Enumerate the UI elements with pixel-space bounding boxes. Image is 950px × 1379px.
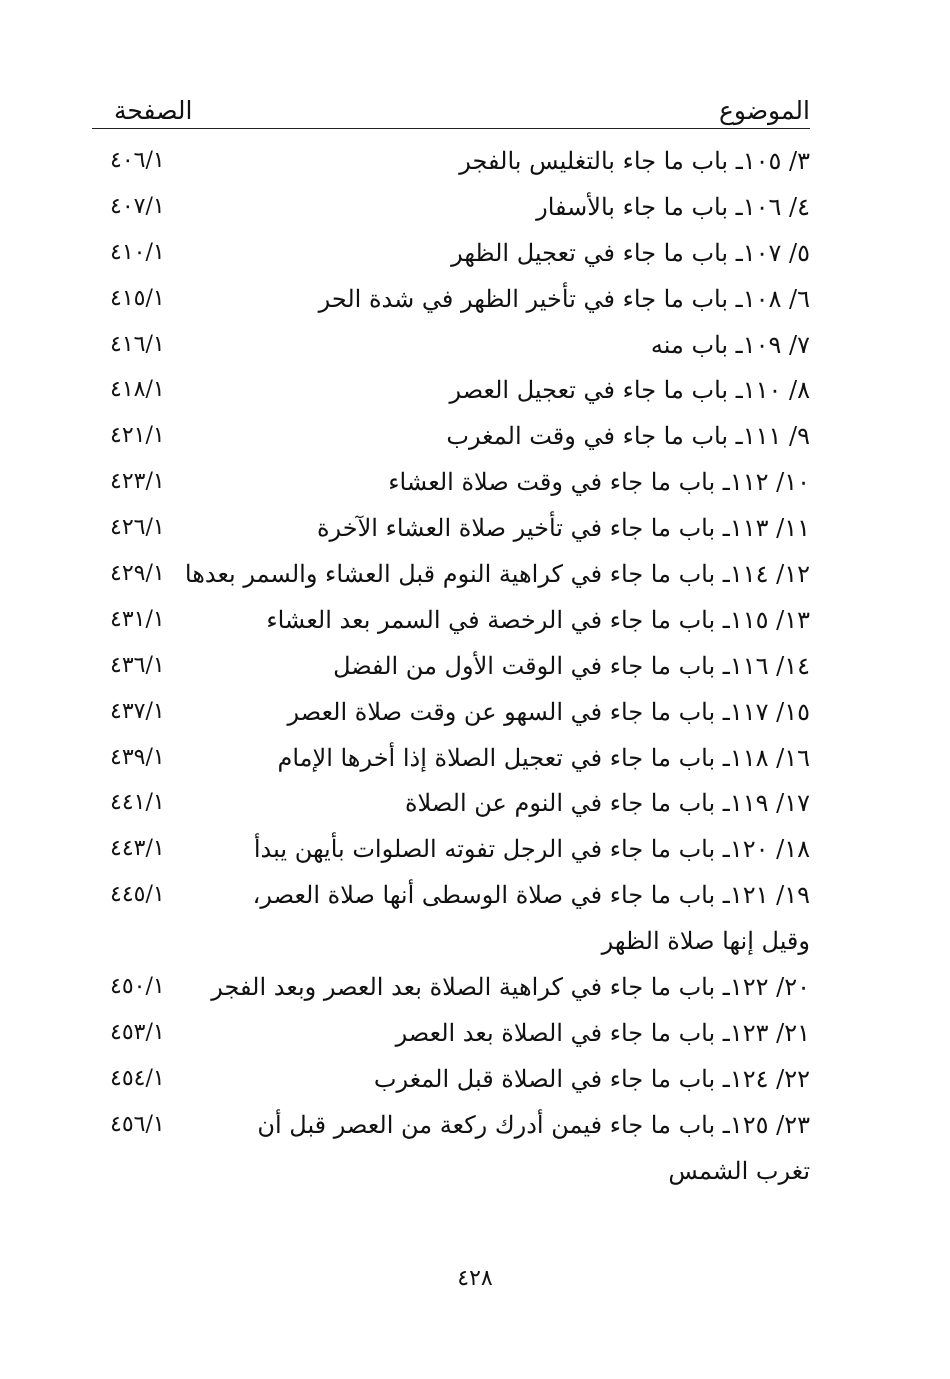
toc-entry	[92, 553, 810, 599]
entry-title: ١٥/ ١١٧ـ باب ما جاء في السهو عن وقت صلاة العصر	[287, 697, 810, 726]
toc-entry	[92, 828, 810, 874]
page-column-heading: الصفحة	[114, 96, 193, 125]
toc-entry	[92, 324, 810, 370]
toc-entry	[92, 1104, 810, 1150]
entry-title: ١٦/ ١١٨ـ باب ما جاء في تعجيل الصلاة إذا أخرها الإمام	[277, 743, 810, 772]
entry-page-number: ٤٤١/١	[110, 790, 165, 816]
entry-page-number: ٤٥٤/١	[110, 1065, 165, 1091]
entry-title-continuation: تغرب الشمس	[668, 1156, 810, 1185]
entry-title: ٢٢/ ١٢٤ـ باب ما جاء في الصلاة قبل المغرب	[373, 1064, 810, 1093]
entry-page-number: ٤٢١/١	[110, 423, 165, 449]
entry-title: ٢٣/ ١٢٥ـ باب ما جاء فيمن أدرك ركعة من العصر قبل أن	[257, 1110, 810, 1139]
entry-title: ٢٠/ ١٢٢ـ باب ما جاء في كراهية الصلاة بعد العصر وبعد الفجر	[211, 973, 810, 1002]
entry-title: ٩/ ١١١ـ باب ما جاء في وقت المغرب	[446, 422, 810, 451]
entry-page-number: ٤١٨/١	[110, 377, 165, 403]
topic-column-heading: الموضوع	[719, 96, 810, 125]
entry-page-number: ٤٣١/١	[110, 606, 165, 632]
entry-title-continuation: وقيل إنها صلاة الظهر	[601, 927, 810, 956]
entry-page-number: ٤٣٦/١	[110, 652, 165, 678]
entry-page-number: ٤٢٣/١	[110, 469, 165, 495]
toc-entry	[92, 232, 810, 278]
entry-title: ٣/ ١٠٥ـ باب ما جاء بالتغليس بالفجر	[459, 147, 810, 175]
toc-entry	[92, 186, 810, 232]
toc-entry	[92, 415, 810, 461]
toc-entry	[92, 369, 810, 415]
toc-entry	[92, 599, 810, 645]
entry-title: ٧/ ١٠٩ـ باب منه	[650, 330, 810, 359]
table-of-contents-header	[92, 92, 810, 130]
toc-entry	[92, 461, 810, 507]
header-divider	[92, 128, 810, 129]
toc-entry	[92, 1012, 810, 1058]
toc-entry	[92, 645, 810, 691]
entry-page-number: ٤٥٠/١	[110, 974, 165, 1000]
entry-page-number: ٤٥٣/١	[110, 1019, 165, 1045]
toc-entry	[92, 874, 810, 920]
entry-page-number: ٤٤٥/١	[110, 882, 165, 908]
toc-entry	[92, 140, 810, 186]
toc-entry	[92, 966, 810, 1012]
entry-title: ٨/ ١١٠ـ باب ما جاء في تعجيل العصر	[449, 376, 810, 405]
entry-page-number: ٤٥٦/١	[110, 1111, 165, 1137]
entry-page-number: ٤١٦/١	[110, 331, 165, 357]
page-folio-number: ٤٢٨	[457, 1266, 493, 1291]
toc-entry	[92, 507, 810, 553]
toc-entry	[92, 782, 810, 828]
entry-title: ١٩/ ١٢١ـ باب ما جاء في صلاة الوسطى أنها صلاة العصر،	[252, 881, 810, 910]
entry-page-number: ٤٢٩/١	[110, 561, 165, 587]
entry-title: ١٣/ ١١٥ـ باب ما جاء في الرخصة في السمر بعد العشاء	[266, 605, 810, 634]
entry-page-number: ٤٤٣/١	[110, 836, 165, 862]
entry-title: ٢١/ ١٢٣ـ باب ما جاء في الصلاة بعد العصر	[395, 1018, 810, 1047]
table-of-contents-list	[92, 140, 810, 1195]
entry-title: ١١/ ١١٣ـ باب ما جاء في تأخير صلاة العشاء الآخرة	[316, 514, 810, 543]
toc-entry	[92, 278, 810, 324]
toc-entry	[92, 691, 810, 737]
entry-title: ١٨/ ١٢٠ـ باب ما جاء في الرجل تفوته الصلوات بأيهن يبدأ	[253, 835, 810, 864]
entry-title: ٥/ ١٠٧ـ باب ما جاء في تعجيل الظهر	[451, 238, 810, 267]
entry-page-number: ٤١٥/١	[110, 285, 165, 311]
entry-title: ١٢/ ١١٤ـ باب ما جاء في كراهية النوم قبل العشاء والسمر بعدها	[184, 560, 810, 589]
entry-page-number: ٤٠٧/١	[110, 193, 165, 219]
entry-title: ١٤/ ١١٦ـ باب ما جاء في الوقت الأول من الفضل	[333, 651, 810, 680]
entry-title: ١٧/ ١١٩ـ باب ما جاء في النوم عن الصلاة	[404, 789, 810, 818]
toc-entry	[92, 737, 810, 783]
entry-page-number: ٤٠٦/١	[110, 148, 165, 173]
entry-page-number: ٤٣٩/١	[110, 744, 165, 770]
toc-entry-continuation	[92, 1150, 810, 1196]
entry-page-number: ٤٣٧/١	[110, 698, 165, 724]
toc-entry	[92, 1058, 810, 1104]
entry-page-number: ٤٢٦/١	[110, 515, 165, 541]
entry-title: ٤/ ١٠٦ـ باب ما جاء بالأسفار	[536, 192, 810, 221]
entry-page-number: ٤١٠/١	[110, 239, 165, 265]
entry-title: ١٠/ ١١٢ـ باب ما جاء في وقت صلاة العشاء	[388, 468, 810, 497]
toc-entry-continuation	[92, 920, 810, 966]
entry-title: ٦/ ١٠٨ـ باب ما جاء في تأخير الظهر في شدة الحر	[318, 284, 810, 313]
